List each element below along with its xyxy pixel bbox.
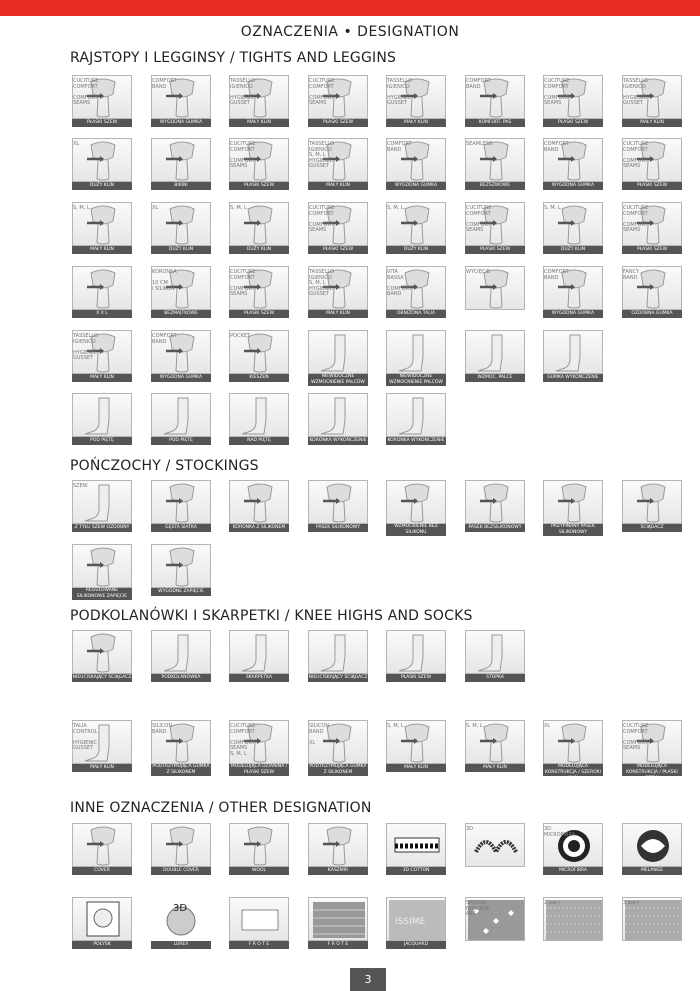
tile-caption: COMFORT BAND: [544, 269, 569, 281]
tile-caption: CUCITURE COMFORT COMFORT SEAMS: [73, 78, 99, 106]
tile-label: BIKINI: [151, 182, 211, 190]
tile-label: PASEK SILIKONOWY: [308, 524, 368, 532]
tile: [308, 393, 368, 445]
tile-label: MAŁY KLIN: [465, 764, 525, 772]
tile: [72, 75, 132, 127]
tile-illustration: [386, 823, 446, 867]
tile: [386, 630, 446, 682]
tile-caption: CUCITURE COMFORT COMFORT SEAMS: [309, 205, 335, 233]
tile: [308, 266, 368, 318]
tile: [151, 330, 211, 382]
tile-illustration: [308, 330, 368, 374]
tile-illustration: [151, 202, 211, 246]
tile-caption: SPECIAL NON-SLIP ABS: [466, 900, 490, 917]
tile: [229, 266, 289, 318]
tile-label: DOUBLE COVER: [151, 867, 211, 875]
tile: [308, 823, 368, 875]
tile-illustration: [386, 480, 446, 524]
tile-label: WYGODNA GUMKA: [151, 119, 211, 127]
tile: [386, 138, 446, 190]
tile-illustration: [72, 266, 132, 310]
tile-label: PŁASKI SZEW: [308, 119, 368, 127]
tile-caption: TASSELLO IGIENICO S, M, L HYGIENIC GUSSET: [309, 269, 334, 297]
tile: [229, 823, 289, 875]
tile-caption: S, M, L: [387, 205, 404, 211]
tile-caption: TASSELLO IGIENICO HYGIENIC GUSSET: [387, 78, 412, 106]
tile-caption: 3D MICROFIBRA: [544, 826, 576, 838]
svg-text:3D: 3D: [173, 903, 188, 914]
tile-label: MODELUJĄCA DZIANINA / PŁASKI SZEW: [230, 764, 288, 775]
tile-caption: TALIA CONTROL HYGIENIC GUSSET: [73, 723, 98, 751]
tile: [386, 202, 446, 254]
tile-caption: 2 pary: [544, 900, 561, 906]
tile: [622, 823, 682, 875]
tile-label: MAŁY KLIN: [72, 246, 132, 254]
tile-label: PŁASKI SZEW: [386, 674, 446, 682]
tile-label: MAŁY KLIN: [72, 374, 132, 382]
tile-label: NIEUCISKAJĄCY ŚCIĄGACZ: [72, 675, 132, 680]
tile-illustration: [386, 897, 446, 941]
tile-label: WYGODNA GUMKA: [151, 374, 211, 382]
tile: [72, 823, 132, 875]
tile-label: DUŻY KLIN: [151, 246, 211, 254]
tile-label: PŁASKI SZEW: [622, 246, 682, 254]
tile: [386, 480, 446, 535]
tile-caption: CUCITURE COMFORT COMFORT SEAMS: [466, 205, 492, 233]
tile-illustration: [308, 480, 368, 524]
tile-label: X X L: [72, 310, 132, 318]
tile-illustration: [465, 823, 525, 867]
tile-label: NIEWIDOCZNE WZMOCNIENIE PALCÓW: [386, 374, 446, 386]
tile-illustration: [72, 823, 132, 867]
tile: [72, 330, 132, 382]
section-stockings: POŃCZOCHY / STOCKINGS: [70, 458, 259, 474]
tile-illustration: [308, 897, 368, 941]
tile: [543, 720, 603, 781]
tile-caption: KORONKA 10 CM i SILIKON: [152, 269, 177, 292]
tile: [229, 720, 289, 775]
tile-illustration: [386, 393, 446, 437]
tile: [72, 480, 132, 532]
tile-caption: COMFORT BAND: [152, 78, 177, 90]
tile-caption: CUCITURE COMFORT COMFORT SEAMS: [623, 205, 649, 233]
tile-caption: TASSELLO IGIENICO HYGIENIC GUSSET: [73, 333, 98, 361]
tile-label: WZMOC. PALCE: [465, 374, 525, 382]
section-tights: RAJSTOPY I LEGGINSY / TIGHTS AND LEGGINS: [70, 50, 397, 66]
tile-label: POD PIĘTĘ: [151, 437, 211, 445]
tile-label: WYGODNA GUMKA: [543, 310, 603, 318]
svg-text:ISSIME: ISSIME: [395, 917, 426, 927]
tile-label: MODELUJĄCA KONSTRUKCJA / SZEROKI KLIN: [543, 764, 603, 776]
tile: [229, 897, 289, 949]
tile: [622, 202, 682, 254]
tile: [543, 823, 603, 875]
tile: [229, 630, 289, 682]
tile-label: KORONKA Z SILIKONEM: [229, 524, 289, 532]
tile-caption: XL: [73, 141, 80, 147]
tile-caption: SILICON BAND: [152, 723, 173, 735]
tile-illustration: [72, 630, 132, 674]
tile: [386, 330, 446, 385]
tile: [465, 897, 525, 949]
tile: [229, 202, 289, 254]
tile-label: PŁASKI SZEW: [543, 119, 603, 127]
tile-illustration: [229, 630, 289, 674]
tile-label: MAŁY KLIN: [386, 764, 446, 772]
tile: [72, 720, 132, 772]
tile: [151, 138, 211, 190]
tile: [622, 897, 682, 949]
tile-label: JACQUARD: [386, 941, 446, 949]
tile-label: OZDOBNA GUMKA: [622, 310, 682, 318]
tile: [308, 330, 368, 385]
tile: [308, 897, 368, 949]
tile-label: STOPKA: [465, 674, 525, 682]
tile-label: PŁASKI SZEW: [229, 310, 289, 318]
tile-label: NAD PIĘTĘ: [229, 437, 289, 445]
tile-label: MICROFIBRA: [543, 867, 603, 875]
tile-label: NIEWIDOCZNE WZMOCNIENIE PALCÓW: [308, 374, 368, 386]
tile-illustration: [308, 393, 368, 437]
tile-caption: S, M, L: [230, 205, 247, 211]
tile: [151, 266, 211, 318]
tile-label: GĘSTA SIATKA: [151, 524, 211, 532]
tile-illustration: [72, 138, 132, 182]
tile: [465, 330, 525, 382]
tile-illustration: [151, 897, 211, 941]
tile-label: WOOL: [229, 867, 289, 875]
tile: [465, 480, 525, 532]
tile: [72, 138, 132, 190]
tile-label: LUREX: [151, 941, 211, 949]
tile-caption: COMFORT BAND: [387, 141, 412, 153]
tile-label: PASEK BEZSILIKONOWY: [465, 524, 525, 532]
tile-label: ŚCIĄGACZ: [622, 524, 682, 532]
tile-illustration: [151, 823, 211, 867]
section-other: INNE OZNACZENIA / OTHER DESIGNATION: [70, 800, 372, 816]
tile: [151, 75, 211, 127]
tile-label: PODKOLANÓWKA: [151, 674, 211, 682]
tile-caption: CUCITURE COMFORT COMFORT SEAMS: [544, 78, 570, 106]
tile: [386, 393, 446, 445]
tile-illustration: [151, 138, 211, 182]
tile: [151, 720, 211, 775]
tile-illustration: [386, 630, 446, 674]
tile: [72, 266, 132, 318]
tile: [465, 138, 525, 190]
tile-caption: SILICON BAND XL: [309, 723, 330, 746]
tile-label: DUŻY KLIN: [229, 246, 289, 254]
tile-label: PŁASKI SZEW: [465, 246, 525, 254]
tile: [543, 75, 603, 127]
tile-caption: FANCY BAND: [623, 269, 640, 281]
tile: [72, 202, 132, 254]
tile: [229, 393, 289, 445]
tile: [465, 202, 525, 254]
tile-label: KORONKA WYKOŃCZENIE: [309, 438, 367, 443]
tile-illustration: [151, 480, 211, 524]
tile: [72, 897, 132, 949]
tile-caption: XL: [544, 723, 551, 729]
tile-illustration: [151, 544, 211, 588]
tile-illustration: [543, 720, 603, 764]
tile-caption: CUCITURE COMFORT COMFORT SEAMS: [309, 78, 335, 106]
tile-label: KOMFORT. PAS: [465, 119, 525, 127]
tile-label: F R O T E: [229, 941, 289, 949]
tile-label: PODTRZYMUJĄCA GUMKA Z SILIKONEM: [309, 764, 367, 775]
tile-label: Z TYŁU SZEW OZDOBNY: [72, 524, 132, 532]
tile: [543, 202, 603, 254]
tile-label: MELANGE: [622, 867, 682, 875]
tile-label: BEZMAJTKOWE: [151, 310, 211, 318]
tile-label: MAŁY KLIN: [308, 310, 368, 318]
tile-label: POD PIĘTĘ: [72, 437, 132, 445]
tile: [543, 138, 603, 190]
tile-illustration: [465, 330, 525, 374]
tile-label: 3D COTTON: [386, 867, 446, 875]
tile: [543, 480, 603, 535]
tile-caption: POCKET: [230, 333, 250, 339]
tile-caption: S, M, L: [466, 723, 483, 729]
tile-label: MAŁY KLIN: [622, 119, 682, 127]
tile: [308, 202, 368, 254]
tile: [72, 393, 132, 445]
tile-label: WZMOCNIENIE BEZ SILIKONU: [386, 524, 446, 536]
tile-label: REGULOWANE SILIKONOWE ZAPIĘCIE: [72, 588, 132, 600]
tile: [229, 330, 289, 382]
tile-illustration: [229, 823, 289, 867]
section-knee: PODKOLANÓWKI I SKARPETKI / KNEE HIGHS AND SOCKS: [70, 608, 473, 624]
tile: [543, 897, 603, 949]
tile: [308, 720, 368, 775]
tile-label: POŁYSK: [72, 941, 132, 949]
tile: [543, 330, 603, 382]
top-red-bar: [0, 0, 700, 16]
tile-illustration: [229, 480, 289, 524]
tile-caption: TASSELLO IGIENICO HYGIENIC GUSSET: [623, 78, 648, 106]
page-header: OZNACZENIA • DESIGNATION: [240, 24, 460, 40]
tile-label: WYGODNA GUMKA: [386, 182, 446, 190]
tile: [151, 897, 211, 949]
tile-caption: TASSELLO IGIENICO S, M, L HYGIENIC GUSSET: [309, 141, 334, 169]
tile-caption: CUCITURE COMFORT COMFORT SEAMS: [230, 269, 256, 297]
tile: [543, 266, 603, 318]
tile-caption: S, M, L: [544, 205, 561, 211]
tile-caption: CUCITURE COMFORT COMFORT SEAMS: [623, 141, 649, 169]
tile-caption: WYCIĘCIE: [466, 269, 490, 275]
tile-illustration: [543, 330, 603, 374]
tile-illustration: [622, 480, 682, 524]
tile-illustration: [151, 630, 211, 674]
tile: [151, 823, 211, 875]
tile-label: DUŻY KLIN: [72, 182, 132, 190]
tile-label: BEZSZWOWE: [465, 182, 525, 190]
tile-illustration: [386, 330, 446, 374]
tile: [229, 75, 289, 127]
tile-illustration: [465, 630, 525, 674]
tile-illustration: [308, 823, 368, 867]
tile: [308, 480, 368, 532]
tile-label: F R O T E: [308, 941, 368, 949]
tile-illustration: [465, 480, 525, 524]
tile: [386, 266, 446, 318]
tile-label: PRZYPINANY PASEK SILIKONOWY: [543, 524, 603, 536]
tile-illustration: [72, 544, 132, 588]
tile: [465, 75, 525, 127]
tile-label: MAŁY KLIN: [308, 182, 368, 190]
tile: [386, 720, 446, 772]
tile-label: DUŻY KLIN: [543, 246, 603, 254]
tile-caption: COMFORT BAND: [152, 333, 177, 345]
tile-label: GUMKA WYKOŃCZENIE: [543, 374, 603, 382]
tile-label: MAŁY KLIN: [72, 764, 132, 772]
tile-caption: CUCITURE COMFORT COMFORT SEAMS: [230, 141, 256, 169]
tile: [622, 720, 682, 781]
tile: [308, 75, 368, 127]
tile-label: COVER: [72, 867, 132, 875]
tile-illustration: [622, 823, 682, 867]
tile-caption: TASSELLO IGIENICO HYGIENIC GUSSET: [230, 78, 255, 106]
tile-caption: CUCITURE COMFORT COMFORT SEAMS: [623, 723, 649, 751]
tile-caption: CUCITURE COMFORT COMFORT SEAMS S, M, L: [230, 723, 256, 757]
tile: [465, 266, 525, 318]
tile-label: MAŁY KLIN: [229, 119, 289, 127]
tile-caption: COMFORT BAND: [466, 78, 491, 90]
tile: [622, 266, 682, 318]
tile: [622, 75, 682, 127]
tile: [465, 823, 525, 875]
tile-caption: VITA BASSA COMFORT BAND: [387, 269, 412, 297]
tile-label: SKARPETKA: [229, 674, 289, 682]
tile-illustration: [229, 393, 289, 437]
tile: [386, 823, 446, 875]
tile: [151, 630, 211, 682]
tile: [465, 630, 525, 682]
tile-caption: SEAMLESS: [466, 141, 493, 147]
tile-label: PODTRZYMUJĄCA GUMKA Z SILIKONEM: [152, 764, 210, 775]
tile: [386, 897, 446, 949]
tile-illustration: [308, 630, 368, 674]
tile-illustration: [72, 897, 132, 941]
tile-label: KIESZEŃ: [229, 374, 289, 382]
tile-illustration: [151, 393, 211, 437]
tile-illustration: [229, 897, 289, 941]
tile: [151, 202, 211, 254]
tile-label: PŁASKI SZEW: [308, 246, 368, 254]
tile: [308, 138, 368, 190]
tile-label: MAŁY KLIN: [386, 119, 446, 127]
tile-illustration: [72, 393, 132, 437]
tile-label: PŁASKI SZEW: [622, 182, 682, 190]
tile-caption: COMFORT BAND: [544, 141, 569, 153]
tile: [229, 480, 289, 532]
tile-caption: S, M, L: [73, 205, 90, 211]
tile-caption: S, M, L: [387, 723, 404, 729]
tile-illustration: [543, 480, 603, 524]
tile-label: PŁASKI SZEW: [72, 119, 132, 127]
tile-label: KASZMIR: [308, 867, 368, 875]
tile: [72, 544, 132, 599]
tile-label: MODELUJĄCA KONSTRUKCJA / PŁASKI SZEW: [622, 764, 682, 776]
tile-label: NIEUCISKAJĄCY ŚCIĄGACZ: [308, 675, 368, 680]
tile: [622, 138, 682, 190]
tile: [386, 75, 446, 127]
tile-label: OBNIŻONA TALIA: [386, 310, 446, 318]
tile-caption: 3 pary: [623, 900, 640, 906]
tile: [465, 720, 525, 772]
tile: [72, 630, 132, 682]
tile-caption: SZEW: [73, 483, 88, 489]
tile-caption: XL: [152, 205, 159, 211]
tile: [151, 544, 211, 596]
tile: [229, 138, 289, 190]
tile-label: WYGODNA GUMKA: [543, 182, 603, 190]
tile-caption: 3D: [466, 826, 474, 832]
tile-label: WYGODNE ZAPIĘCIE: [151, 588, 211, 596]
tile: [622, 480, 682, 532]
tile-label: KORONKA WYKOŃCZENIE: [387, 438, 445, 443]
tile: [151, 480, 211, 532]
page-number: 3: [350, 968, 386, 991]
tile-label: PŁASKI SZEW: [229, 182, 289, 190]
tile: [308, 630, 368, 682]
tile-label: DUŻY KLIN: [386, 246, 446, 254]
tile: [151, 393, 211, 445]
